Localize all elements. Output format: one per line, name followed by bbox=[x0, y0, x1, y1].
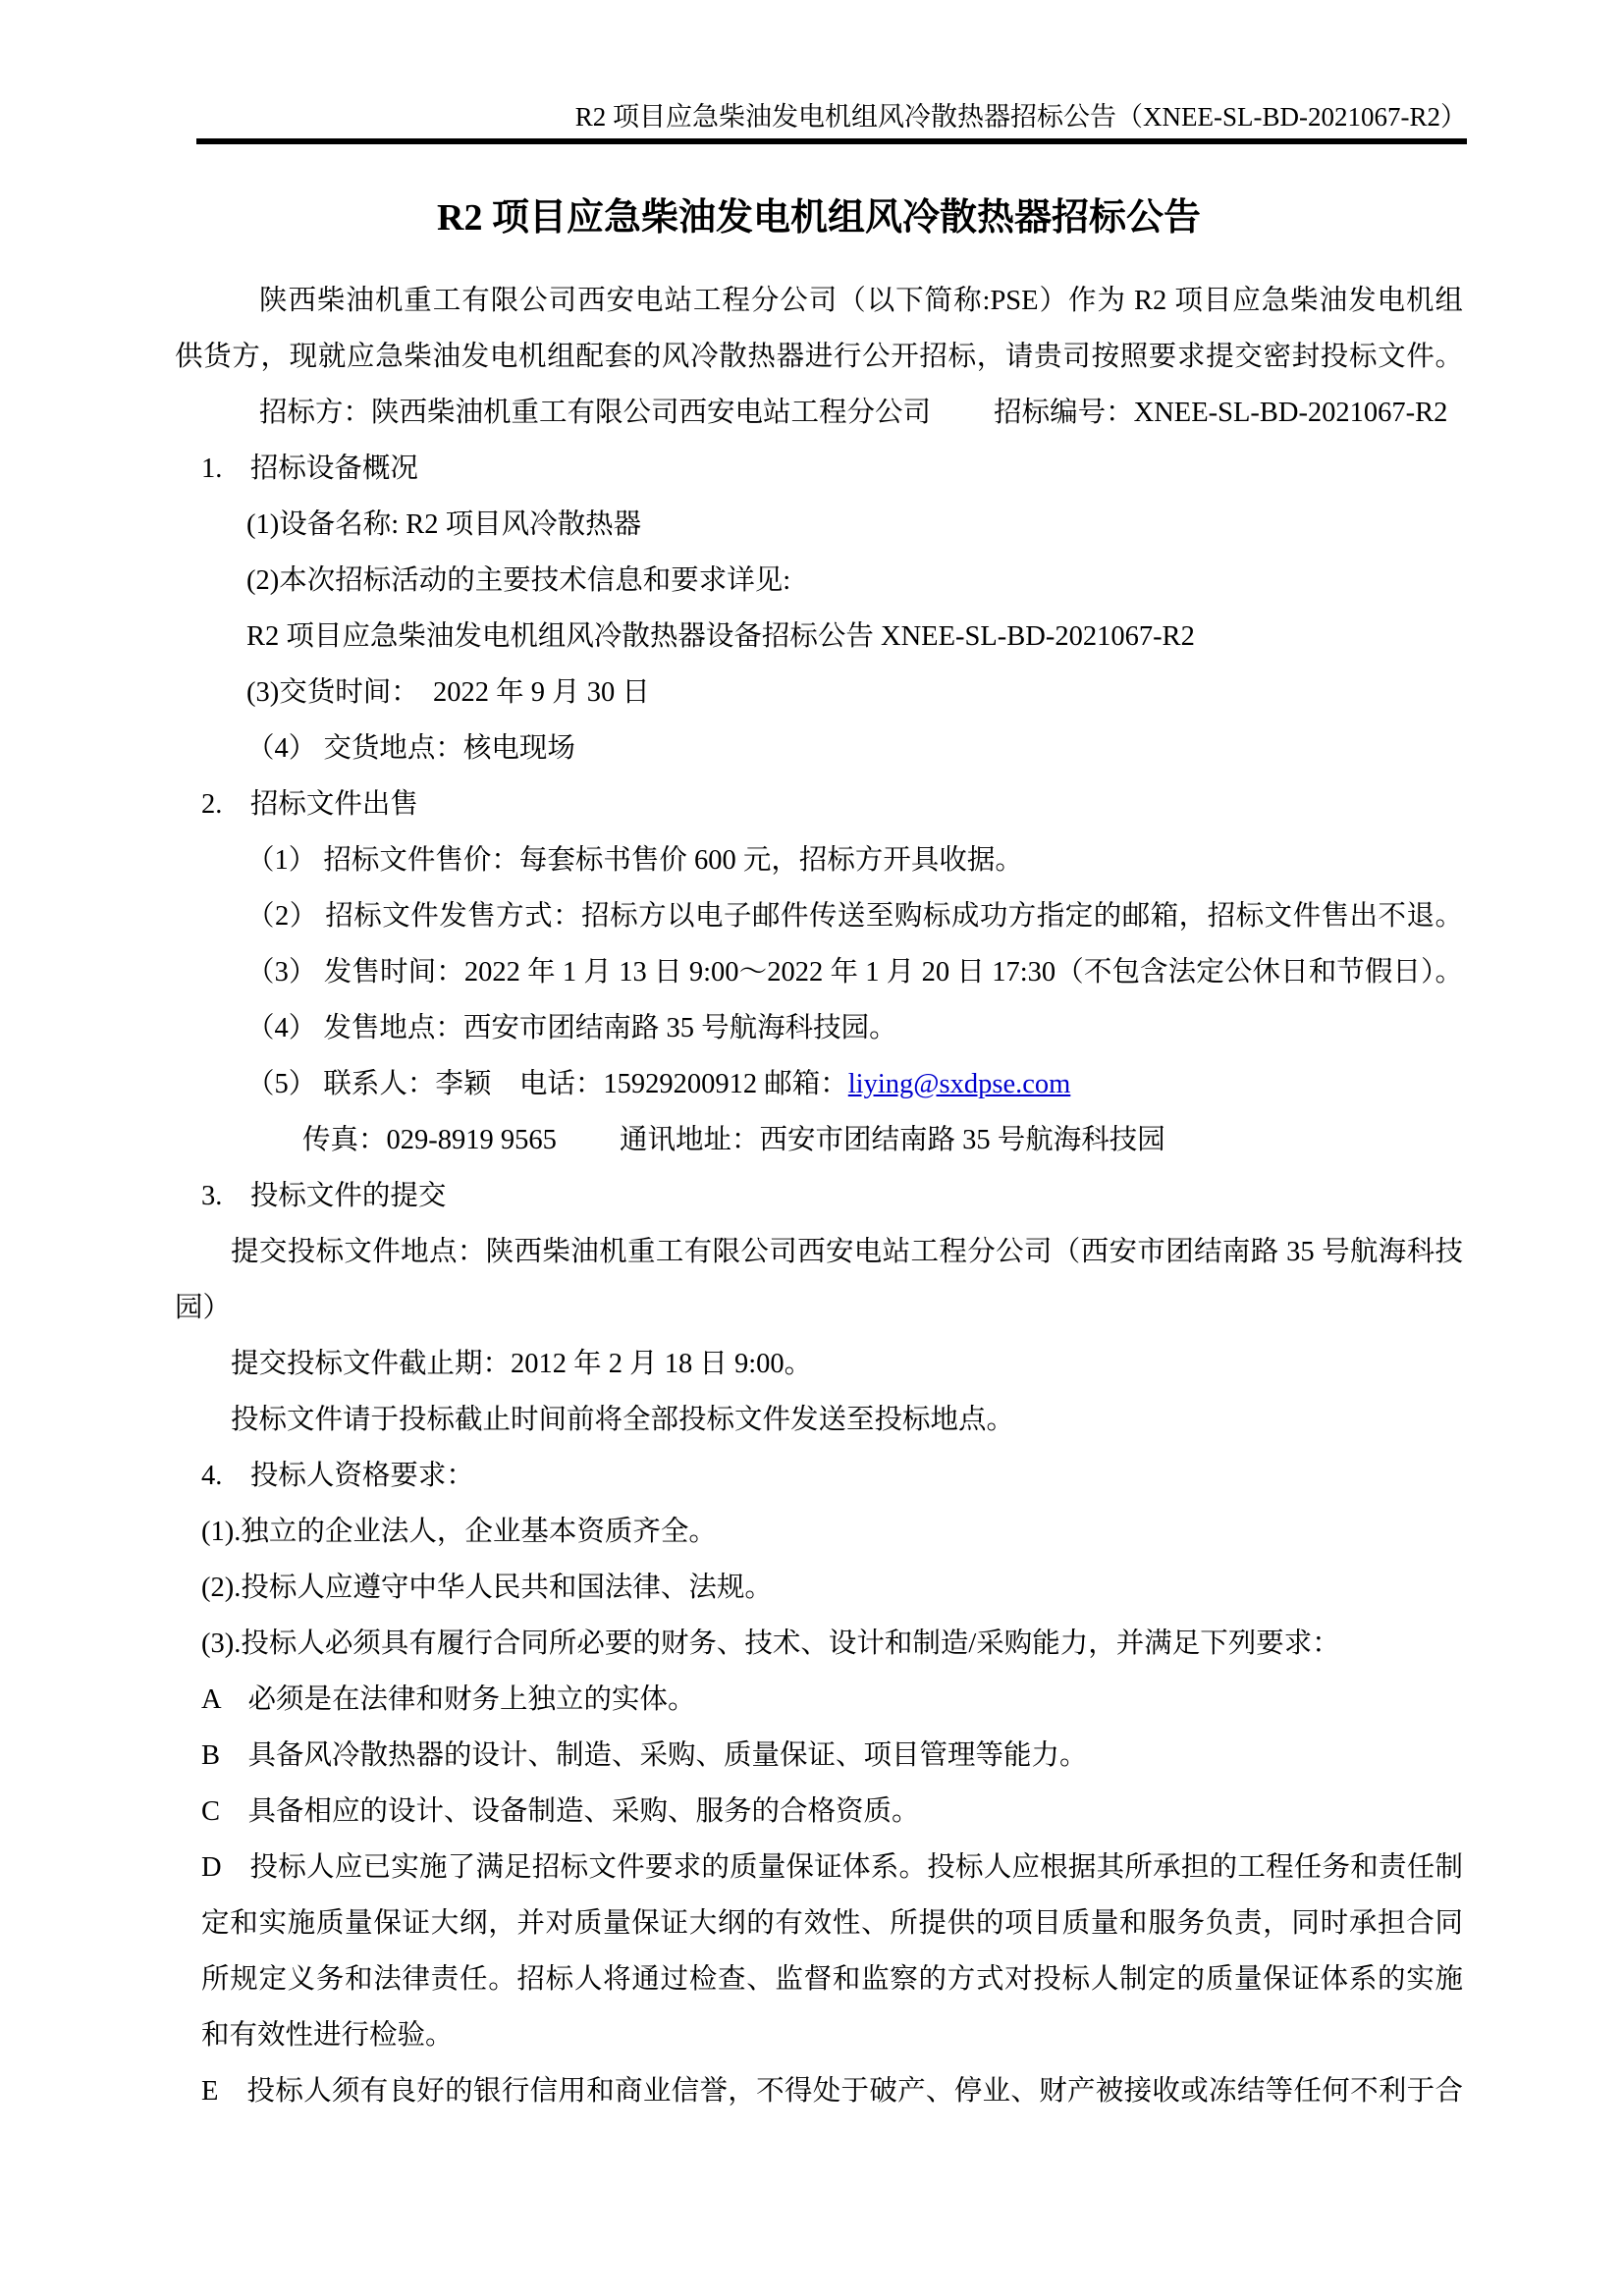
requirement-item-d-cont: 定和实施质量保证大纲，并对质量保证大纲的有效性、所提供的项目质量和服务负责，同时承担合同 bbox=[201, 1908, 1463, 1939]
document-body bbox=[175, 273, 1463, 2119]
requirement-item: (2).投标人应遵守中华人民共和国法律、法规。 bbox=[201, 1573, 773, 1603]
list-item: （4） 交货地点：核电现场 bbox=[246, 733, 575, 764]
list-item: （2） 招标文件发售方式：招标方以电子邮件传送至购标成功方指定的邮箱，招标文件售出不退。 bbox=[246, 901, 1463, 932]
requirement-item-b: B 具备风冷散热器的设计、制造、采购、质量保证、项目管理等能力。 bbox=[201, 1740, 1088, 1771]
list-item: (3)交货时间： 2022 年 9 月 30 日 bbox=[246, 677, 650, 708]
email-link[interactable]: liying@sxdpse.com bbox=[847, 1069, 1071, 1099]
paragraph-line: 供货方，现就应急柴油发电机组配套的风冷散热器进行公开招标，请贵司按照要求提交密封投标文件。 bbox=[175, 342, 1463, 372]
paragraph-line: 园） bbox=[175, 1293, 232, 1323]
list-item: （4） 发售地点：西安市团结南路 35 号航海科技园。 bbox=[246, 1013, 897, 1043]
paragraph-line: 提交投标文件地点：陕西柴油机重工有限公司西安电站工程分公司（西安市团结南路 35 号航海科技 bbox=[231, 1237, 1463, 1267]
page-header bbox=[196, 100, 1467, 144]
requirement-item-d: D 投标人应已实施了满足招标文件要求的质量保证体系。投标人应根据其所承担的工程任务和责任制 bbox=[201, 1852, 1463, 1883]
requirement-item-a: A 必须是在法律和财务上独立的实体。 bbox=[201, 1684, 696, 1715]
section-3-heading: 3. 投标文件的提交 bbox=[201, 1181, 447, 1211]
fax-line: 传真：029-8919 9565 通讯地址：西安市团结南路 35 号航海科技园 bbox=[302, 1125, 1165, 1155]
list-item: R2 项目应急柴油发电机组风冷散热器设备招标公告 XNEE-SL-BD-2021067-R2 bbox=[246, 621, 1195, 652]
section-4-heading: 4. 投标人资格要求： bbox=[201, 1461, 474, 1491]
list-item: （1） 招标文件售价：每套标书售价 600 元，招标方开具收据。 bbox=[246, 845, 1023, 876]
requirement-item-d-cont: 所规定义务和法律责任。招标人将通过检查、监督和监察的方式对投标人制定的质量保证体系的实施 bbox=[201, 1964, 1463, 1995]
paragraph-line: 陕西柴油机重工有限公司西安电站工程分公司（以下简称:PSE）作为 R2 项目应急柴油发电机组 bbox=[259, 286, 1463, 316]
requirement-item: (1).独立的企业法人，企业基本资质齐全。 bbox=[201, 1517, 717, 1547]
list-item: (2)本次招标活动的主要技术信息和要求详见: bbox=[246, 565, 791, 596]
contact-prefix: （5） 联系人：李颖 电话：15929200912 邮箱： bbox=[246, 1069, 848, 1099]
section-2-heading: 2. 招标文件出售 bbox=[201, 789, 418, 820]
requirement-item-e: E 投标人须有良好的银行信用和商业信誉，不得处于破产、停业、财产被接收或冻结等任何不利于合 bbox=[201, 2076, 1463, 2107]
section-1-heading: 1. 招标设备概况 bbox=[201, 454, 418, 484]
list-item: （3） 发售时间：2022 年 1 月 13 日 9:00～2022 年 1 月 20 日 17:30（不包含法定公休日和节假日）。 bbox=[246, 957, 1463, 988]
header-text: R2 项目应急柴油发电机组风冷散热器招标公告（XNEE-SL-BD-2021067-R2） bbox=[574, 102, 1467, 132]
paragraph-line: 提交投标文件截止期：2012 年 2 月 18 日 9:00。 bbox=[231, 1349, 813, 1379]
requirement-item-d-cont: 和有效性进行检验。 bbox=[201, 2020, 454, 2051]
requirement-item-c: C 具备相应的设计、设备制造、采购、服务的合格资质。 bbox=[201, 1796, 920, 1827]
page-title: R2 项目应急柴油发电机组风冷散热器招标公告 bbox=[437, 197, 1201, 239]
paragraph-line: 投标文件请于投标截止时间前将全部投标文件发送至投标地点。 bbox=[231, 1405, 1015, 1435]
list-item: (1)设备名称: R2 项目风冷散热器 bbox=[246, 509, 642, 540]
tenderer-line: 招标方：陕西柴油机重工有限公司西安电站工程分公司 招标编号：XNEE-SL-BD-2021067-R2 bbox=[259, 398, 1448, 428]
requirement-item: (3).投标人必须具有履行合同所必要的财务、技术、设计和制造/采购能力，并满足下列要求： bbox=[201, 1629, 1340, 1659]
contact-line bbox=[175, 1056, 1463, 1112]
